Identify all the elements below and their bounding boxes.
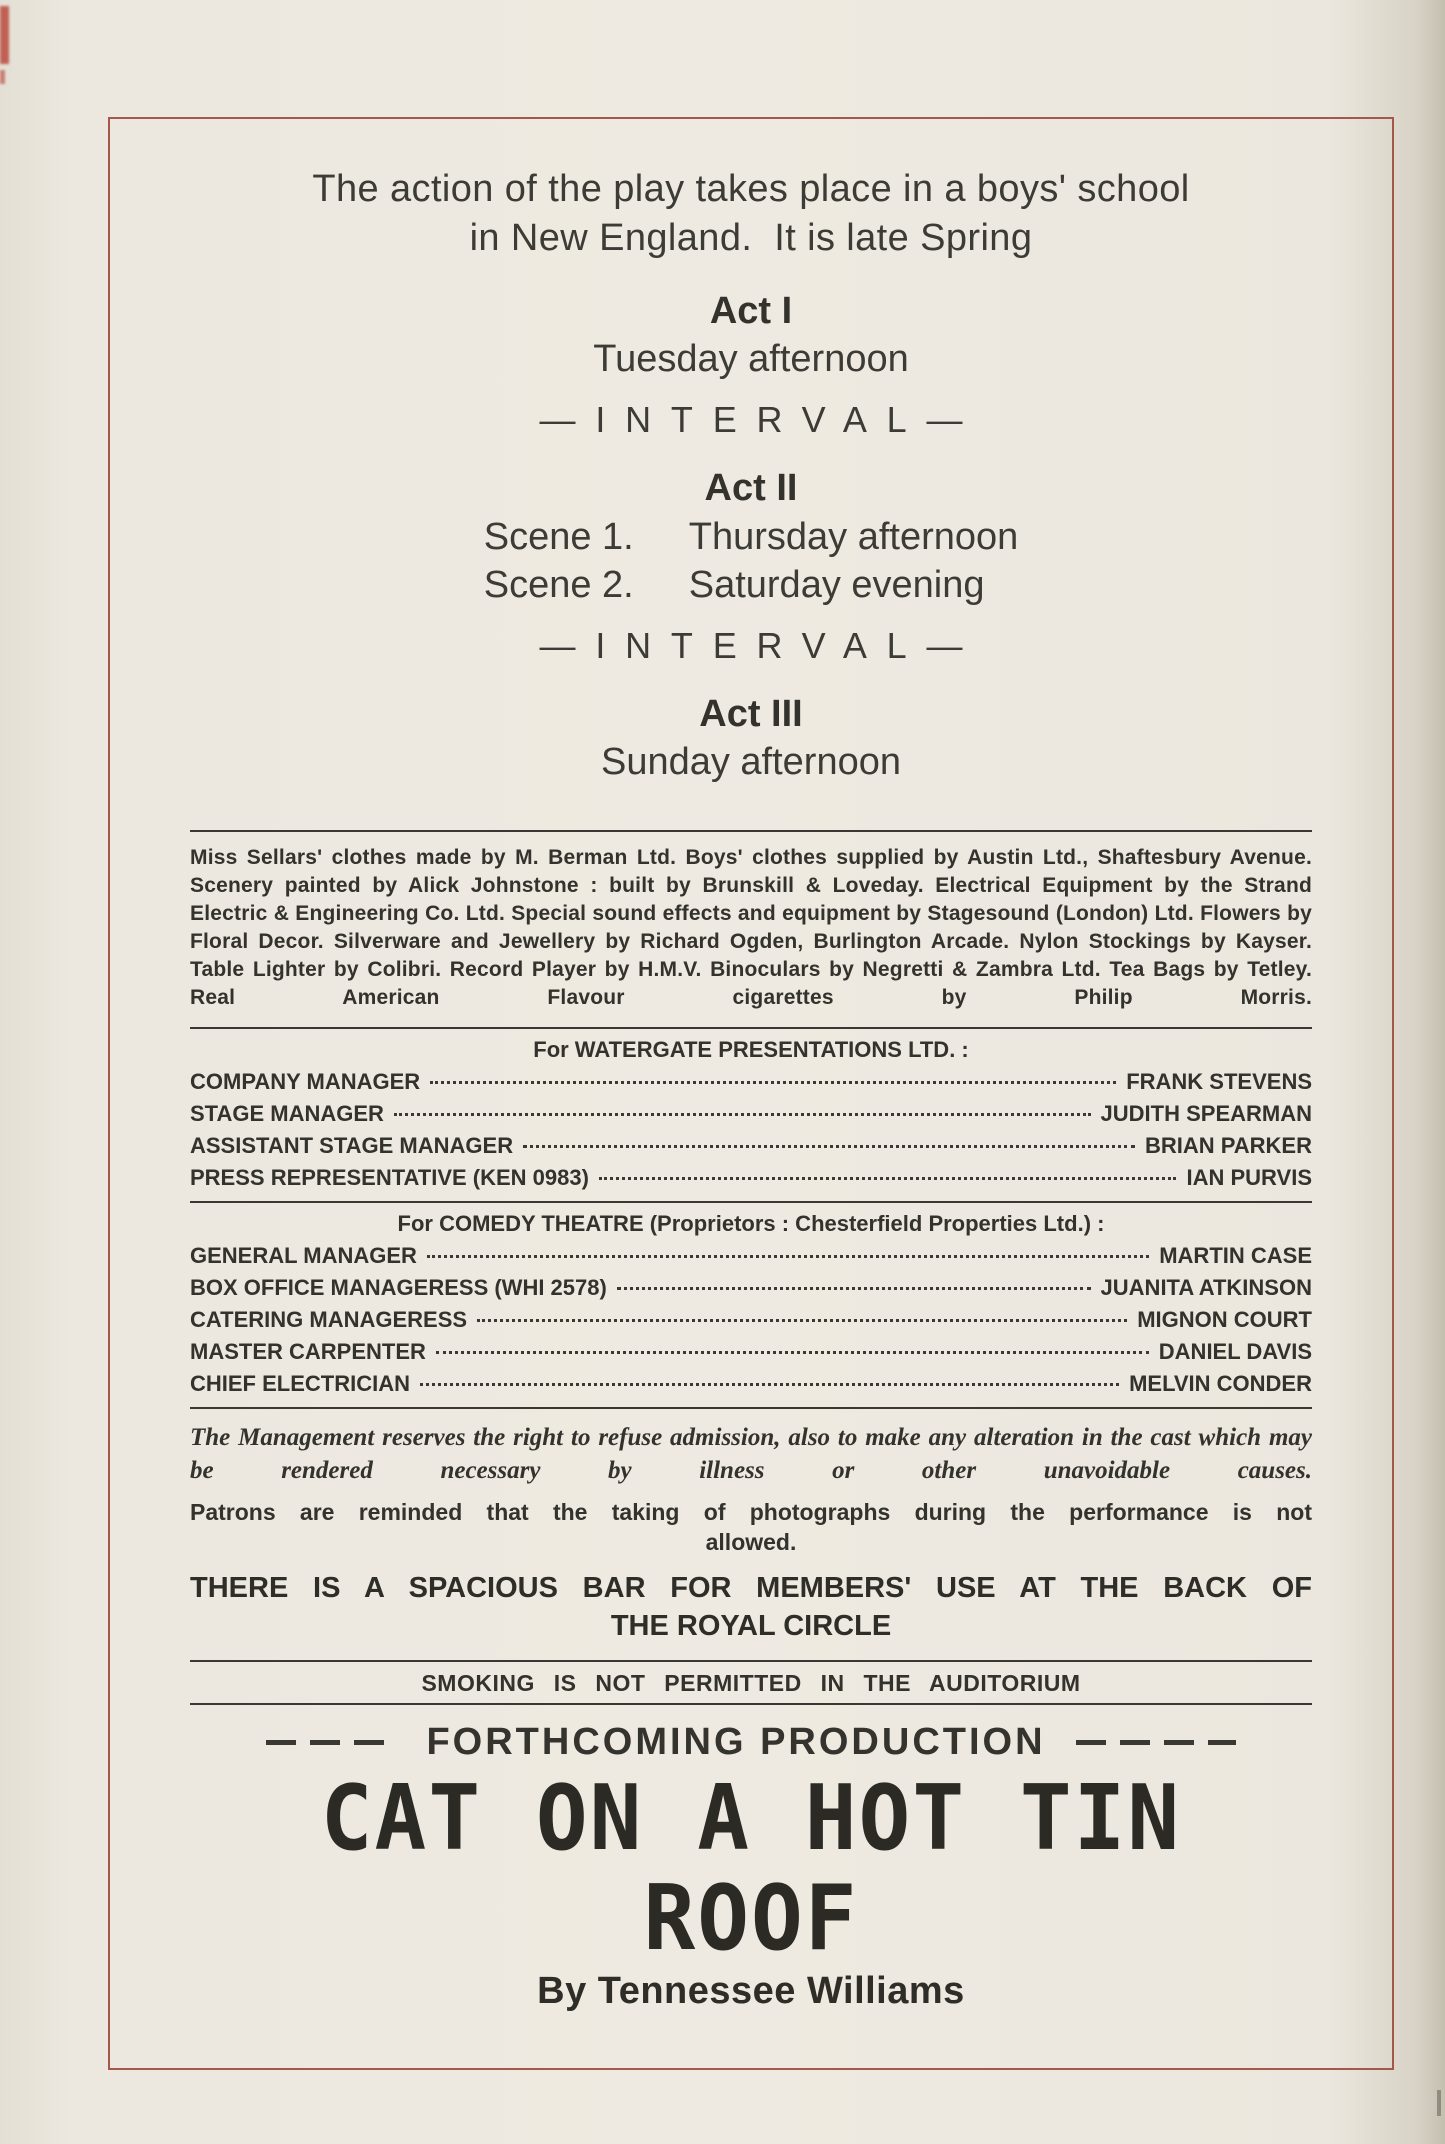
credit-row xyxy=(190,1275,1312,1301)
person-name: DANIEL DAVIS xyxy=(1158,1338,1312,1364)
role-label: PRESS REPRESENTATIVE (KEN 0983) xyxy=(190,1164,589,1190)
horizontal-rule xyxy=(190,830,1312,832)
dash-ornament xyxy=(266,1740,396,1745)
person-name: MARTIN CASE xyxy=(1159,1242,1312,1268)
role-label: ASSISTANT STAGE MANAGER xyxy=(190,1132,514,1158)
credit-row xyxy=(190,1165,1312,1191)
smoking-notice: SMOKING IS NOT PERMITTED IN THE AUDITORIUM xyxy=(421,1670,1081,1697)
suppliers-credits-paragraph: Miss Sellars' clothes made by M. Berman Ltd. Boys' clothes supplied by Austin Ltd., Shaftesbury Avenue. Scenery painted by Alick Johnstone : built by Brunskill & Loveday. Electrical Equipment by the Strand Electric & Engineering Co. Ltd. Special sound effects and equipment by Stagesound (London) Ltd. Flowers by Floral Decor. Silverware and Jewellery by Richard Ogden, Burlington Arcade. Nylon Stockings by Kayser. Table Lighter by Colibri. Record Player by H.M.V. Binoculars by Negretti & Zambra Ltd. Tea Bags by Tetley. Real American Flavour cigarettes by Philip Morris. xyxy=(190,845,1312,1010)
forthcoming-show-author: By Tennessee Williams xyxy=(537,1969,965,2012)
horizontal-rule xyxy=(190,1201,1312,1203)
dotted-leader xyxy=(617,1287,1091,1290)
person-name: JUDITH SPEARMAN xyxy=(1100,1100,1312,1126)
credit-row xyxy=(190,1339,1312,1365)
watergate-heading: For WATERGATE PRESENTATIONS LTD. : xyxy=(533,1036,969,1062)
credit-row xyxy=(190,1243,1312,1269)
photographs-notice xyxy=(190,1498,1312,1558)
dotted-leader xyxy=(599,1177,1177,1180)
person-name: JUANITA ATKINSON xyxy=(1100,1274,1312,1300)
setting-note-line1: The action of the play takes place in a boys' school xyxy=(312,168,1190,210)
horizontal-rule xyxy=(190,1407,1312,1409)
credit-row xyxy=(190,1371,1312,1397)
interval-1: —INTERVAL— xyxy=(539,398,983,440)
person-name: FRANK STEVENS xyxy=(1126,1068,1312,1094)
act-3-time: Sunday afternoon xyxy=(600,740,901,783)
interval-2: —INTERVAL— xyxy=(539,624,983,666)
scan-artifact xyxy=(1437,2090,1441,2116)
scan-artifact xyxy=(0,70,5,84)
dash-ornament xyxy=(1076,1740,1236,1745)
act-1-time: Tuesday afternoon xyxy=(593,337,909,380)
dotted-leader xyxy=(427,1255,1149,1258)
members-bar-notice xyxy=(190,1570,1312,1645)
act-1-heading: Act I xyxy=(709,289,793,332)
horizontal-rule xyxy=(190,1660,1312,1662)
horizontal-rule xyxy=(190,1027,1312,1029)
act-2-heading: Act II xyxy=(704,466,798,509)
person-name: MELVIN CONDER xyxy=(1129,1370,1312,1396)
scene-2-label: Scene 2. xyxy=(483,563,634,606)
role-label: CATERING MANAGERESS xyxy=(190,1306,468,1332)
dotted-leader xyxy=(420,1383,1119,1386)
scan-artifact xyxy=(0,6,9,64)
members-bar-notice-line2: THE ROYAL CIRCLE xyxy=(610,1610,892,1643)
page-border-frame xyxy=(108,117,1394,2070)
setting-note xyxy=(190,165,1312,264)
scene-2-time: Saturday evening xyxy=(688,563,985,606)
setting-note-line2: in New England. It is late Spring xyxy=(469,217,1033,260)
act-2-scenes xyxy=(190,516,1312,607)
dotted-leader xyxy=(436,1351,1149,1354)
credit-row xyxy=(190,1069,1312,1095)
photographs-notice-line2: allowed. xyxy=(705,1528,797,1555)
role-label: STAGE MANAGER xyxy=(190,1100,384,1126)
role-label: GENERAL MANAGER xyxy=(190,1242,417,1268)
forthcoming-production-banner xyxy=(190,1721,1312,1764)
scene-1-time: Thursday afternoon xyxy=(688,515,1019,558)
photographs-notice-line1: Patrons are reminded that the taking of photographs during the performance is not xyxy=(190,1499,1312,1526)
comedy-theatre-heading: For COMEDY THEATRE (Proprietors : Chesterfield Properties Ltd.) : xyxy=(397,1210,1105,1236)
role-label: COMPANY MANAGER xyxy=(190,1068,421,1094)
forthcoming-production-label: FORTHCOMING PRODUCTION xyxy=(426,1721,1046,1764)
credit-row xyxy=(190,1133,1312,1159)
role-label: MASTER CARPENTER xyxy=(190,1338,426,1364)
programme-page-content xyxy=(110,119,1392,2068)
credit-row xyxy=(190,1307,1312,1333)
person-name: MIGNON COURT xyxy=(1137,1306,1312,1332)
person-name: IAN PURVIS xyxy=(1186,1164,1312,1190)
scene-1-label: Scene 1. xyxy=(483,515,634,558)
dotted-leader xyxy=(523,1145,1135,1148)
members-bar-notice-line1: THERE IS A SPACIOUS BAR FOR MEMBERS' USE AT THE BACK OF xyxy=(190,1571,1312,1604)
dotted-leader xyxy=(394,1113,1091,1116)
dotted-leader xyxy=(430,1081,1116,1084)
forthcoming-show-title: CAT ON A HOT TIN ROOF xyxy=(320,1766,1182,1971)
management-reservation-note: The Management reserves the right to refuse admission, also to make any alteration in the cast which may be rendered necessary by illness or other unavoidable causes. xyxy=(190,1423,1312,1485)
dotted-leader xyxy=(477,1319,1127,1322)
horizontal-rule xyxy=(190,1703,1312,1705)
person-name: BRIAN PARKER xyxy=(1144,1132,1312,1158)
role-label: BOX OFFICE MANAGERESS (WHI 2578) xyxy=(190,1274,607,1300)
credit-row xyxy=(190,1101,1312,1127)
act-3-heading: Act III xyxy=(699,692,803,735)
role-label: CHIEF ELECTRICIAN xyxy=(190,1370,410,1396)
